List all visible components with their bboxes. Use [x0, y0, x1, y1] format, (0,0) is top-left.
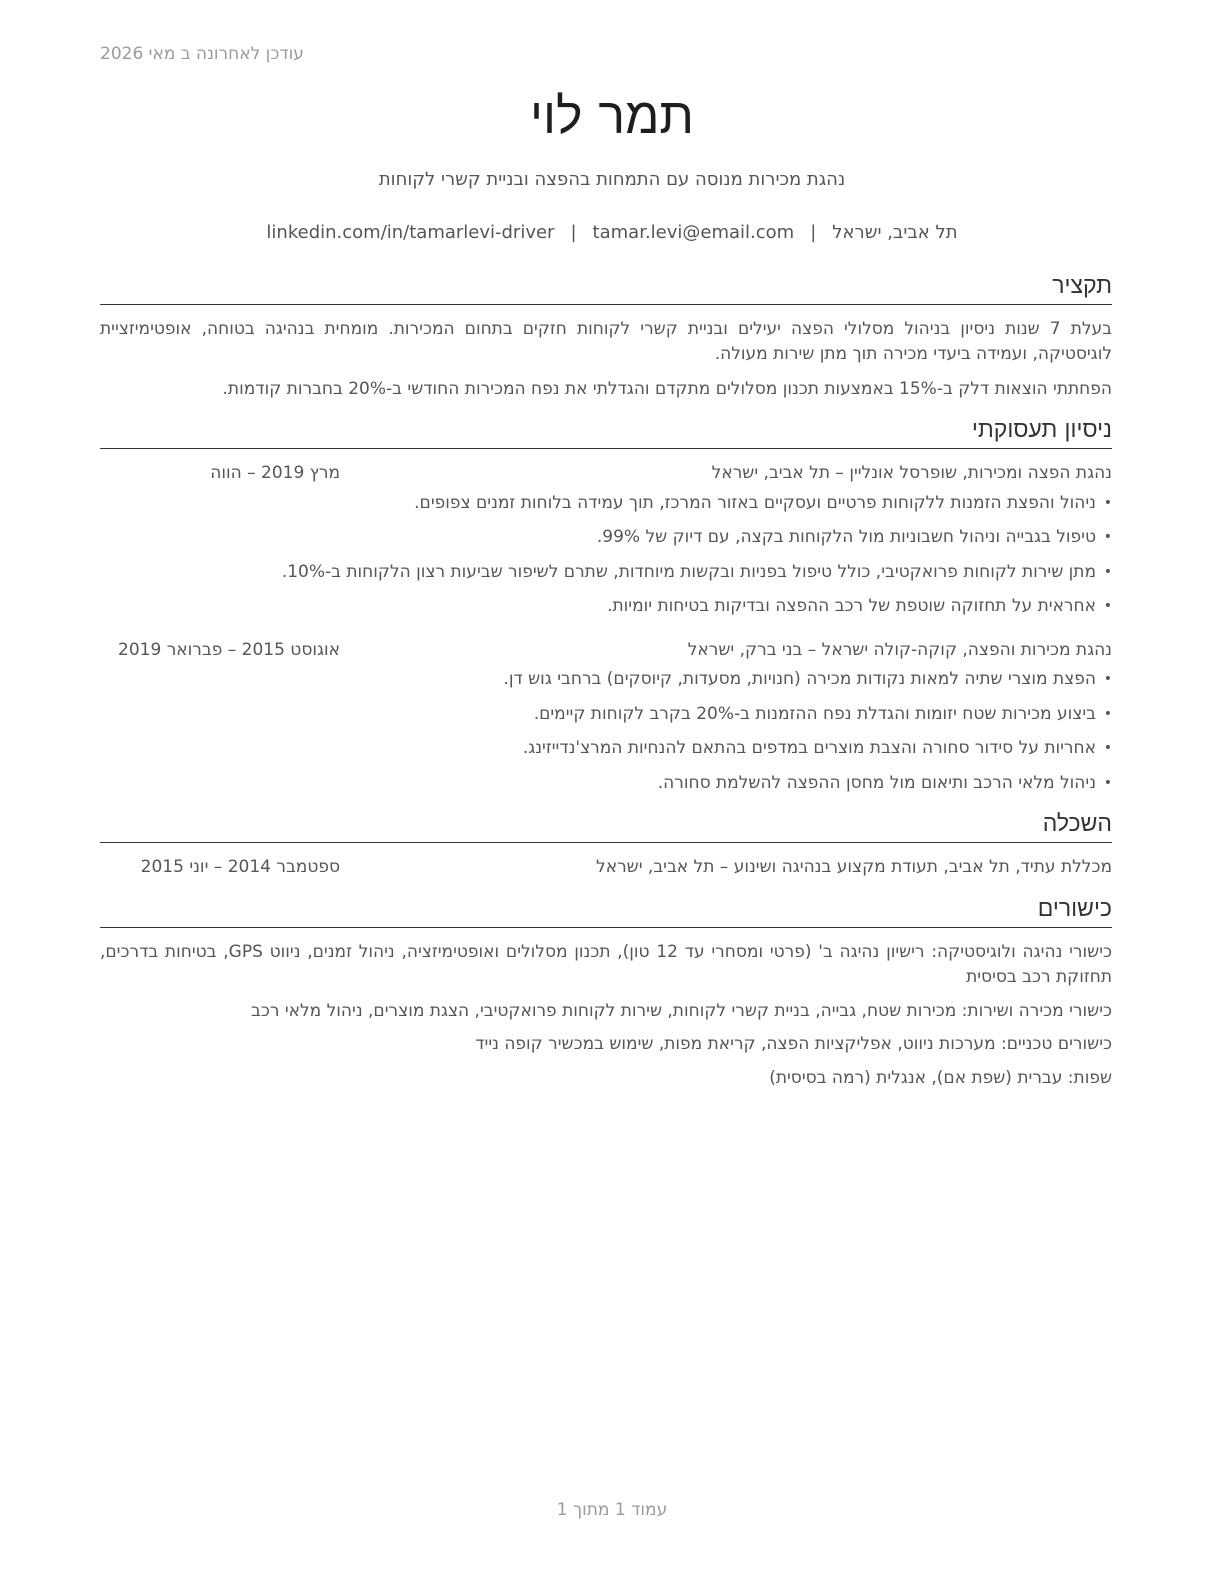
- section-title-experience: ניסיון תעסוקתי: [100, 416, 1112, 449]
- job-bullet: • ניהול מלאי הרכב ותיאום מול מחסן ההפצה להשלמת סחורה.: [100, 771, 1096, 797]
- contact-line: [0, 222, 1224, 243]
- job-bullet: • אחריות על סידור סחורה והצבת מוצרים במדפים בהתאם להנחיות המרצ'נדייזינג.: [100, 736, 1096, 762]
- resume-body: [100, 272, 1112, 1105]
- job-bullet: • ניהול והפצת הזמנות ללקוחות פרטיים ועסקיים באזור המרכז, תוך עמידה בלוחות זמנים צפופים.: [100, 491, 1096, 517]
- job-title: נהגת הפצה ומכירות, שופרסל אונליין – תל אביב, ישראל: [711, 463, 1112, 484]
- contact-email[interactable]: tamar.levi@email.com: [592, 222, 795, 243]
- job-title: נהגת מכירות והפצה, קוקה-קולה ישראל – בני ברק, ישראל: [687, 639, 1112, 660]
- job-dates: אוגוסט 2015 – פברואר 2019: [118, 639, 340, 660]
- job-entry: [100, 461, 1112, 620]
- last-updated: עודכן לאחרונה ב מאי 2026: [100, 44, 304, 64]
- job-bullets: [100, 491, 1112, 620]
- section-title-summary: תקציר: [100, 272, 1112, 305]
- summary-paragraph: בעלת 7 שנות ניסיון בניהול מסלולי הפצה יעילים ובניית קשרי לקוחות חזקים בתחום המכירות. מומחית בנהיגה בטוחה, אופטימיזציית לוגיסטיקה, ועמידה ביעדי מכירה תוך מתן שירות מעולה.: [100, 318, 1112, 365]
- skill-line: שפות: עברית (שפת אם), אנגלית (רמה בסיסית): [769, 1067, 1112, 1088]
- job-bullet: • אחראית על תחזוקה שוטפת של רכב ההפצה ובדיקות בטיחות יומיות.: [100, 594, 1096, 620]
- education-dates: ספטמבר 2014 – יוני 2015: [140, 857, 340, 878]
- contact-location: תל אביב, ישראל: [832, 222, 958, 243]
- job-header: [100, 638, 1112, 664]
- job-bullet: • מתן שירות לקוחות פרואקטיבי, כולל טיפול בפניות ובקשות מיוחדות, שתרם לשיפור שביעות רצון הלקוחות ב-10%.: [100, 560, 1096, 586]
- job-bullets: [100, 667, 1112, 796]
- job-bullet: • טיפול בגבייה וניהול חשבוניות מול הלקוחות בקצה, עם דיוק של 99%.: [100, 525, 1096, 551]
- skills-section: [100, 895, 1112, 1091]
- education-title: מכללת עתיד, תל אביב, תעודת מקצוע בנהיגה ושינוע – תל אביב, ישראל: [596, 857, 1112, 878]
- summary-paragraph: הפחתתי הוצאות דלק ב-15% באמצעות תכנון מסלולים מתקדם והגדלתי את נפח המכירות החודשי ב-20% בחברות קודמות.: [222, 378, 1112, 399]
- job-entry: [100, 638, 1112, 797]
- skill-line: כישורים טכניים: מערכות ניווט, אפליקציות הפצה, קריאת מפות, שימוש במכשיר קופה נייד: [475, 1034, 1112, 1055]
- skill-line: כישורי נהיגה ולוגיסטיקה: רישיון נהיגה ב' (פרטי ומסחרי עד 12 טון), תכנון מסלולים ואופטימיזציה, ניהול זמנים, ניווט GPS, בטיחות בדרכים, תחזוקת רכב בסיסית: [100, 941, 1112, 988]
- education-section: [100, 810, 1112, 880]
- experience-section: [100, 416, 1112, 796]
- section-title-skills: כישורים: [100, 895, 1112, 928]
- education-entry: [100, 855, 1112, 881]
- contact-separator: |: [810, 222, 817, 243]
- skill-line: כישורי מכירה ושירות: מכירות שטח, גבייה, בניית קשרי לקוחות, שירות לקוחות פרואקטיבי, הצגת מוצרים, ניהול מלאי רכב: [251, 1000, 1112, 1021]
- tagline: נהגת מכירות מנוסה עם התמחות בהפצה ובניית קשרי לקוחות: [378, 169, 846, 190]
- page-number: עמוד 1 מתוך 1: [556, 1500, 668, 1520]
- candidate-name: תמר לוי: [530, 87, 694, 145]
- summary-section: [100, 272, 1112, 402]
- contact-separator: |: [570, 222, 577, 243]
- job-header: [100, 461, 1112, 487]
- job-bullet: • ביצוע מכירות שטח יזומות והגדלת נפח ההזמנות ב-20% בקרב לקוחות קיימים.: [100, 702, 1096, 728]
- contact-linkedin[interactable]: linkedin.com/in/tamarlevi-driver: [266, 222, 555, 243]
- section-title-education: השכלה: [100, 810, 1112, 843]
- job-dates: מרץ 2019 – הווה: [210, 463, 340, 484]
- job-bullet: • הפצת מוצרי שתיה למאות נקודות מכירה (חנויות, מסעדות, קיוסקים) ברחבי גוש דן.: [100, 667, 1096, 693]
